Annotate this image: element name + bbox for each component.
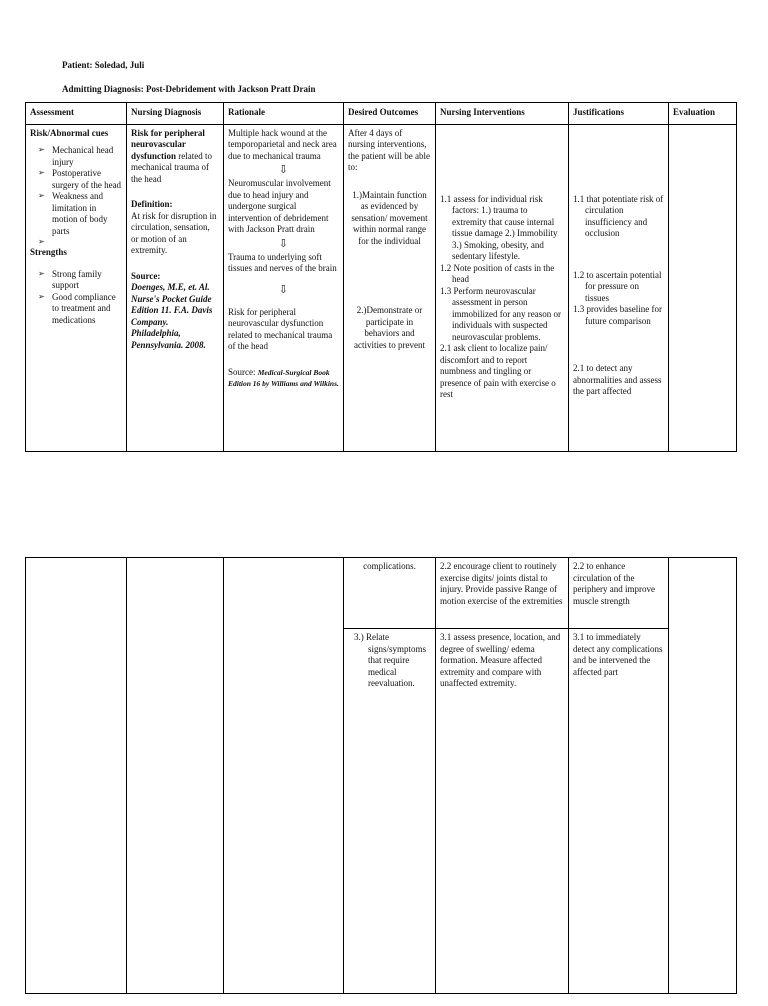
diagnosis-title: Risk for peripheral neurovascular dysfunction <box>131 127 205 161</box>
source-label: Source: <box>131 270 161 281</box>
bullet-arrow-icon: ➢ <box>38 237 45 247</box>
strengths-list <box>30 269 122 327</box>
justification-1-1: 1.1 that potentiate risk of circulation insufficiency and occlusion <box>573 193 664 239</box>
down-arrow-icon: ⇩ <box>278 164 289 177</box>
diagnosis-cell <box>127 124 224 451</box>
down-arrow-icon: ⇩ <box>278 237 289 250</box>
justification-2-2: 2.2 to enhance circulation of the periphery and improve muscle strength <box>573 561 655 606</box>
list-item: ➢ Weakness and limitation in motion of body parts <box>38 191 122 237</box>
evaluation-cell <box>669 124 737 451</box>
diagnosis-cell-cont <box>127 558 224 994</box>
intervention-2-2-cell <box>436 558 569 629</box>
rationale-cell-cont <box>224 558 344 994</box>
rationale-p4: Risk for peripheral neurovascular dysfunction related to mechanical trauma of the head <box>228 306 333 352</box>
justification-2-2-cell <box>569 558 669 629</box>
diagnosis-statement <box>131 128 219 186</box>
source-text: Doenges, M.E, et. Al. Nurse's Pocket Guide Edition 11. F.A. Davis Company. Philadelphia, Pennsylvania. 2008. <box>131 282 213 350</box>
cues-title: Risk/Abnormal cues <box>30 127 109 138</box>
table-header-row <box>26 103 737 125</box>
justifications-cell <box>569 124 669 451</box>
outcome-3: 3.) Relate signs/symptoms that require medical reevaluation. <box>354 632 427 689</box>
patient-name: Patient: Soledad, Juli <box>62 60 145 70</box>
rationale-p1: Multiple hack wound at the temporoparietal and neck area due to mechanical trauma <box>228 127 337 161</box>
col-justifications: Justifications <box>569 103 669 125</box>
assessment-cell <box>26 124 127 451</box>
justification-1-3: 1.3 provides baseline for future comparison <box>573 304 662 326</box>
intervention-1-2: 1.2 Note position of casts in the head <box>440 262 555 285</box>
outcome-2-cont: complications. <box>363 561 416 571</box>
intervention-3-1: 3.1 assess presence, location, and degree of swelling/ edema formation. Measure affected extremity and compare with unaffected extremity. <box>440 632 561 689</box>
definition-label: Definition: <box>131 199 173 210</box>
strengths-title: Strengths <box>30 247 67 258</box>
justification-3-1: 3.1 to immediately detect any complications and be intervened the affected part <box>573 632 663 677</box>
justification-3-1-cell <box>569 629 669 994</box>
rationale-source <box>228 367 339 390</box>
outcome-2-cont-cell <box>344 558 436 629</box>
care-plan-table <box>25 102 737 452</box>
rationale-p3: Trauma to underlying soft tissues and nerves of the brain <box>228 251 337 274</box>
definition-text: At risk for disruption in circulation, sensation, or motion of an extremity. <box>131 210 217 256</box>
outcome-1: 1.)Maintain function as evidenced by sensation/ movement within normal range for the individual <box>351 189 428 246</box>
col-assessment: Assessment <box>26 103 127 125</box>
justification-1-2: 1.2 to ascertain potential for pressure on tissues <box>573 269 662 303</box>
interventions-cell <box>436 124 569 451</box>
outcome-2: 2.)Demonstrate or participate in behaviors and activities to prevent <box>354 305 425 350</box>
intervention-3-1-cell <box>436 629 569 994</box>
justification-2-1: 2.1 to detect any abnormalities and assess the part affected <box>573 363 662 397</box>
evaluation-cell-cont <box>669 558 737 994</box>
intervention-2-2: 2.2 encourage client to routinely exercise digits/ joints distal to injury. Provide passive Range of motion exercise of the extremities <box>440 561 563 606</box>
col-desired-outcomes: Desired Outcomes <box>344 103 436 125</box>
intervention-1-1: 1.1 assess for individual risk factors: 1.) trauma to extremity that cause internal tissue damage 2.) Immobility 3.) Smoking, obesity, and sedentary lifestyle. <box>440 193 558 262</box>
col-nursing-diagnosis: Nursing Diagnosis <box>127 103 224 125</box>
rationale-source-label: Source: <box>228 366 258 377</box>
rationale-p2: Neuromuscular involvement due to head injury and undergone surgical intervention of debridement with Jackson Pratt drain <box>228 178 331 235</box>
list-item: ➢ Mechanical head injury <box>38 145 122 168</box>
assessment-cell-cont <box>26 558 127 994</box>
intervention-2-1: 2.1 ask client to localize pain/ discomfort and to report numbness and tingling or presence of pain with exercise o rest <box>440 343 556 400</box>
col-evaluation: Evaluation <box>669 103 737 125</box>
diagnosis-title-rest: related to mechanical trauma of the head <box>131 150 212 184</box>
list-item: ➢ Good compliance to treatment and medications <box>38 292 122 327</box>
admitting-diagnosis: Admitting Diagnosis: Post-Debridement with Jackson Pratt Drain <box>62 84 316 94</box>
table-row <box>26 124 737 451</box>
col-rationale: Rationale <box>224 103 344 125</box>
outcomes-intro: After 4 days of nursing interventions, the patient will be able to: <box>348 127 430 173</box>
cues-list <box>30 145 122 237</box>
outcome-3-cell <box>344 629 436 994</box>
care-plan-table-continued <box>25 557 737 994</box>
rationale-cell <box>224 124 344 451</box>
col-nursing-interventions: Nursing Interventions <box>436 103 569 125</box>
list-item: ➢ Postoperative surgery of the head <box>38 168 122 191</box>
list-item: ➢ Strong family support <box>38 269 122 292</box>
table-row <box>26 558 737 629</box>
outcomes-cell <box>344 124 436 451</box>
intervention-1-3: 1.3 Perform neurovascular assessment in person immobilized for any reason or individuals with suspected neurovascular problems. <box>440 285 561 342</box>
down-arrow-icon: ⇩ <box>278 283 289 296</box>
rationale-source-text: Medical-Surgical Book Edition 16 by Williams and Wilkins. <box>228 367 339 389</box>
